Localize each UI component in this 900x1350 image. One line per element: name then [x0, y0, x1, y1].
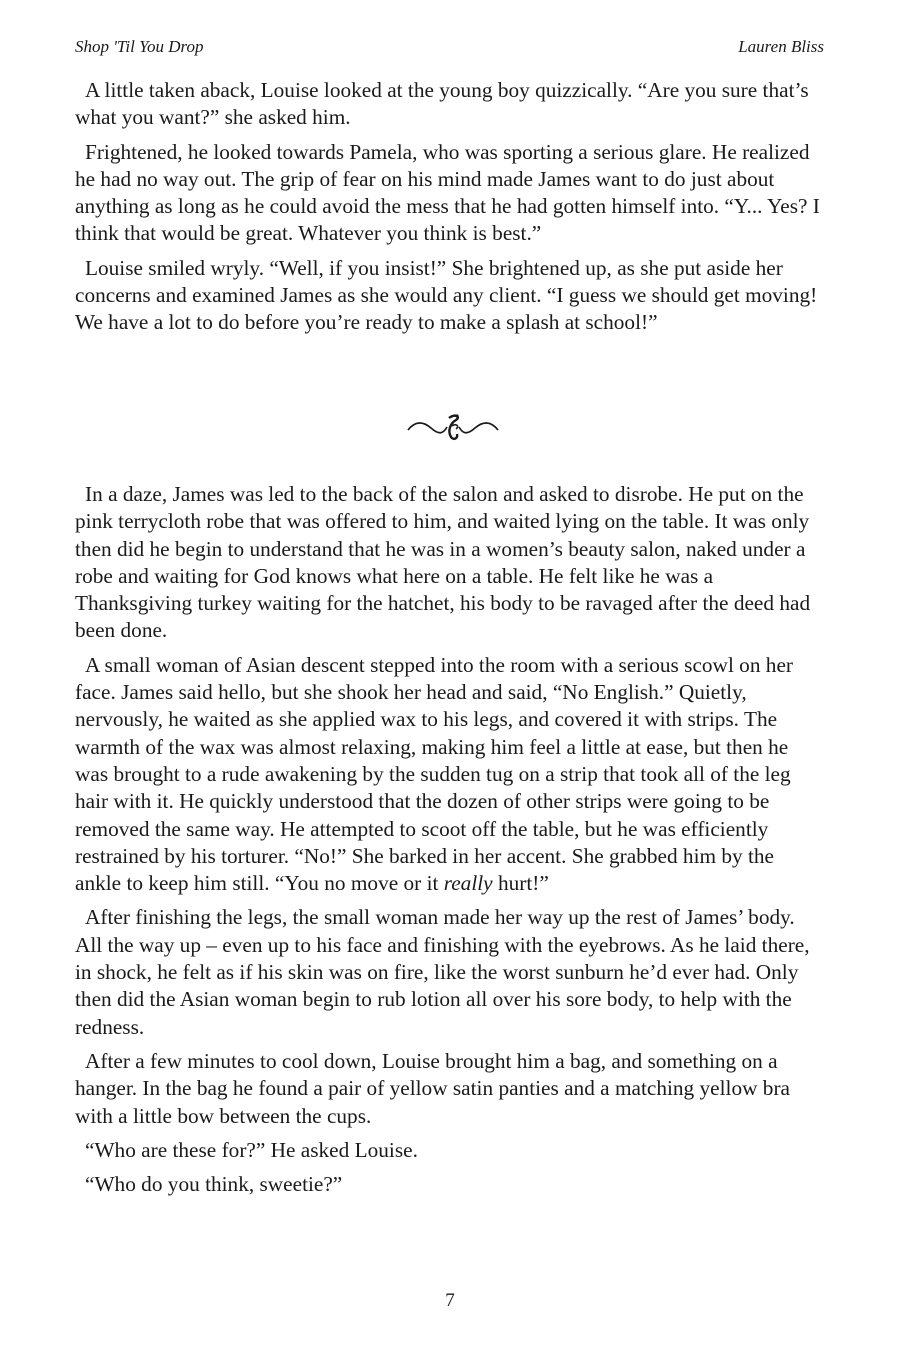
paragraph: In a daze, James was led to the back of the salon and asked to disrobe. He put on the pink terrycloth robe that was offered to him, and waited lying on the table. It was only then did he begin to understand that he was in a women’s beauty salon, naked under a robe and waiting for God knows what here on a table. He felt like he was a Thanksgiving turkey waiting for the hatchet, his body to be ravaged after the deed had been done.: [75, 482, 811, 643]
running-header: [75, 36, 824, 58]
book-title: Shop 'Til You Drop: [75, 37, 204, 56]
paragraph: “Who do you think, sweetie?”: [85, 1172, 343, 1197]
paragraph: After finishing the legs, the small woman made her way up the rest of James’ body. All the way up – even up to his face and finishing with the eyebrows. As he laid there, in shock, he felt as if his skin was on fire, like the worst sunburn he’d ever had. Only then did the Asian woman begin to rub lotion all over his sore body, to help with the redness.: [75, 905, 810, 1039]
text-block-before-break: [75, 77, 825, 344]
paragraph: Frightened, he looked towards Pamela, who was sporting a serious glare. He realized he had no way out. The grip of fear on his mind made James want to do just about anything as long as he could avoid the mess that he had gotten himself into. “Y... Yes? I think that would be great. Whatever you think is best.”: [75, 139, 820, 246]
text-block-after-break: [75, 481, 825, 1205]
author-name: Lauren Bliss: [738, 37, 824, 56]
paragraph-text: A small woman of Asian descent stepped into the room with a serious scowl on her face. James said hello, but she shook her head and said, “No English.” Quietly, nervously, he waited as she applied wax to his legs, and covered it with strips. The warmth of the wax was almost relaxing, making him feel a little at ease, but then he was brought to a rude awakening by the sudden tug on a strip that took all of the leg hair with it. He quickly understood that the dozen of other strips were going to be removed the same way. He attempted to scoot off the table, but he was efficiently restrained by his torturer. “No!” She barked in her accent. She grabbed him by the ankle to keep him still. “You no move or it: [75, 652, 793, 896]
flourish-ornament-icon: [405, 410, 501, 446]
paragraph: After a few minutes to cool down, Louise brought him a bag, and something on a hanger. In the bag he found a pair of yellow satin panties and a matching yellow bra with a little bow between the cups.: [75, 1048, 790, 1128]
paragraph-text-end: hurt!”: [492, 871, 549, 896]
page-number: 7: [445, 1290, 455, 1311]
paragraph: A little taken aback, Louise looked at the young boy quizzically. “Are you sure that’s what you want?” she asked him.: [75, 78, 809, 130]
paragraph: Louise smiled wryly. “Well, if you insist!” She brightened up, as she put aside her concerns and examined James as she would any client. “I guess we should get moving! We have a lot to do before you’re ready to make a splash at school!”: [75, 255, 818, 335]
paragraph: “Who are these for?” He asked Louise.: [85, 1137, 418, 1162]
paragraph: [75, 652, 825, 898]
emphasized-word: really: [443, 871, 493, 896]
